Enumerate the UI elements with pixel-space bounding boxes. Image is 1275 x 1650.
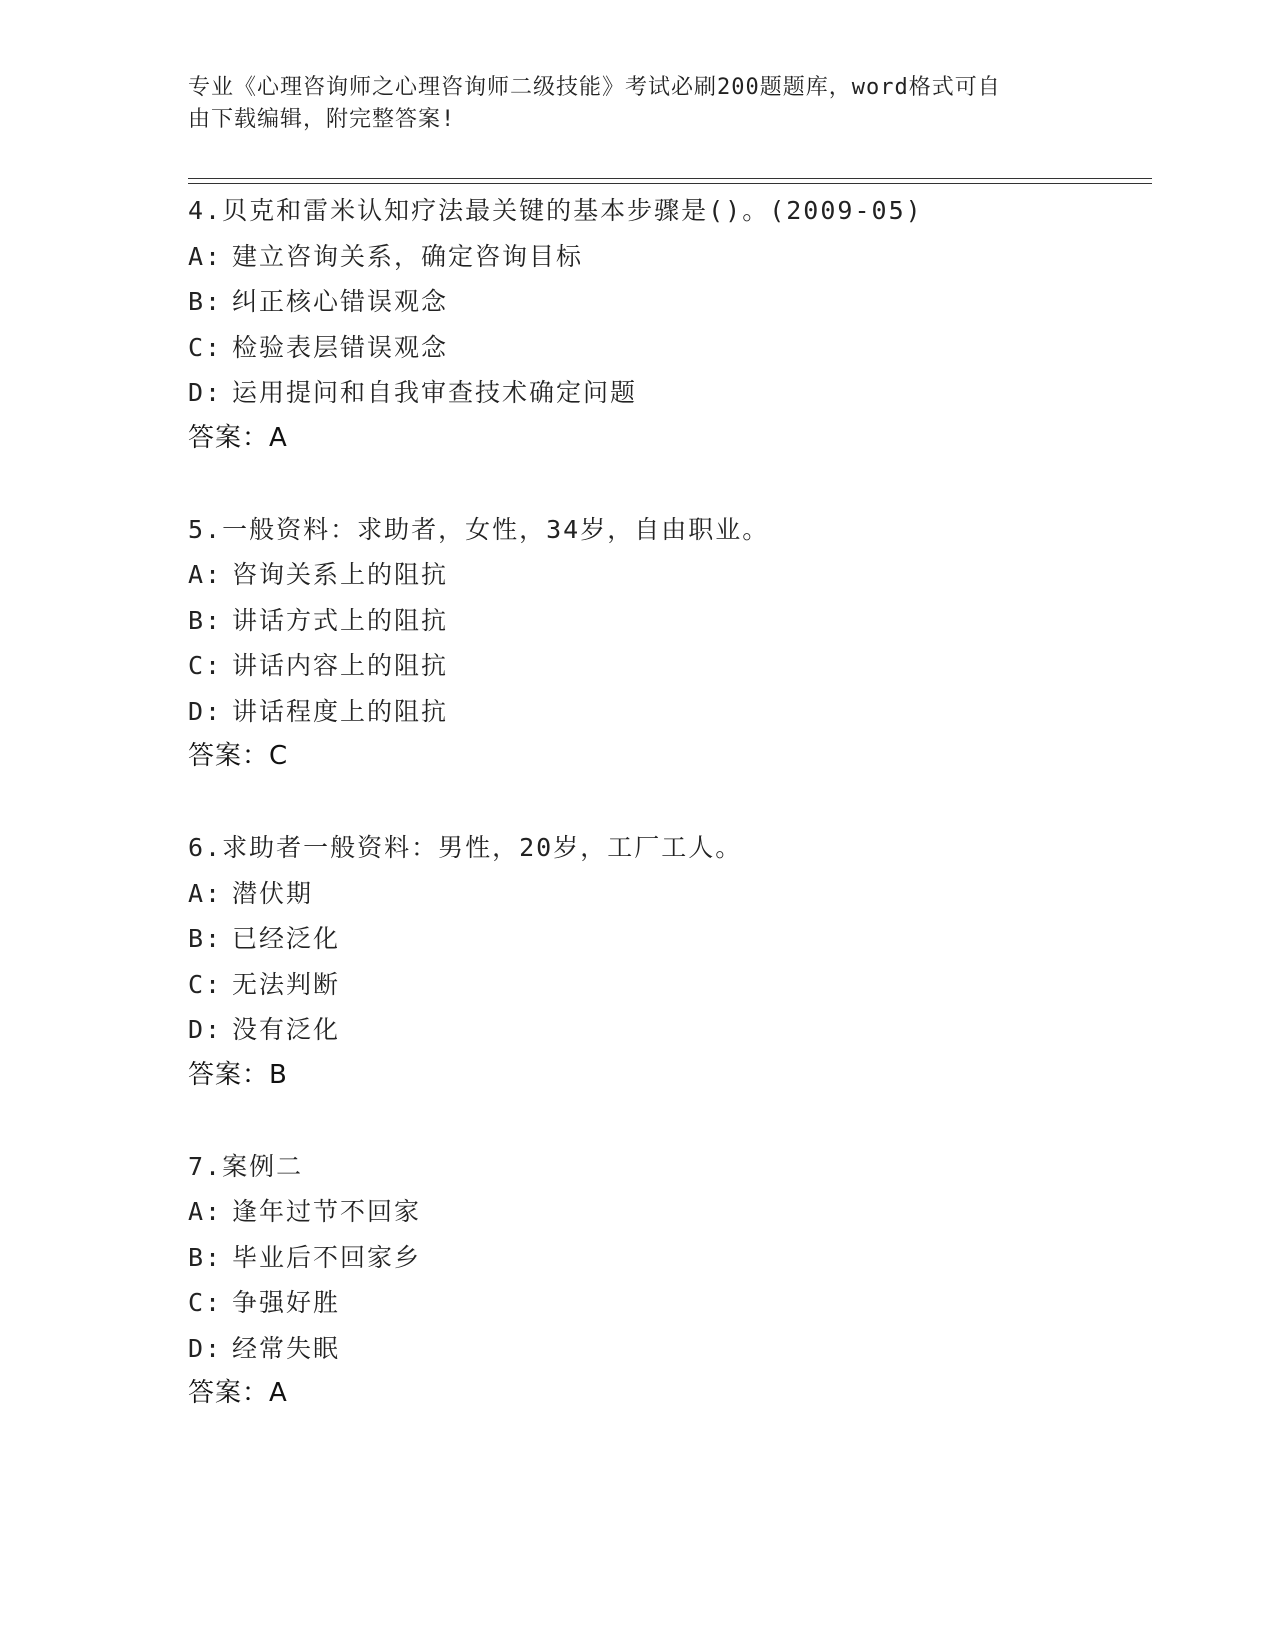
document-header <box>188 72 1068 136</box>
question-list <box>188 188 1148 1417</box>
option-text: 讲话程度上的阻抗 <box>232 696 449 726</box>
option-a <box>188 234 1148 280</box>
answer-line: 答案：A <box>188 1378 288 1408</box>
option-text: 建立咨询关系，确定咨询目标 <box>232 241 584 271</box>
option-letter: B: <box>188 924 223 953</box>
option-text: 讲话内容上的阻抗 <box>232 651 449 680</box>
option-text: 运用提问和自我审查技术确定问题 <box>232 378 638 407</box>
option-text: 潜伏期 <box>232 878 314 908</box>
answer-line: 答案：B <box>188 1059 288 1090</box>
header-divider-bottom <box>188 183 1152 184</box>
option-letter: A: <box>188 241 223 271</box>
option-text: 经常失眠 <box>232 1333 341 1363</box>
option-letter: C: <box>188 1288 223 1317</box>
option-b <box>188 1235 1148 1281</box>
answer-line: 答案：A <box>188 422 288 453</box>
option-letter: D: <box>188 696 223 726</box>
option-text: 纠正核心错误观念 <box>232 287 449 316</box>
option-c <box>188 325 1148 371</box>
spacer <box>188 1098 1148 1144</box>
option-letter: B: <box>188 287 223 316</box>
question-item <box>188 1144 1148 1417</box>
option-letter: C: <box>188 651 223 680</box>
option-letter: A: <box>188 1197 223 1226</box>
option-text: 已经泛化 <box>232 924 341 953</box>
option-letter: A: <box>188 560 223 589</box>
option-a <box>188 871 1148 917</box>
option-text: 讲话方式上的阻抗 <box>232 605 449 635</box>
option-d <box>188 689 1148 735</box>
option-letter: D: <box>188 1333 223 1363</box>
spacer <box>188 780 1148 826</box>
option-letter: C: <box>188 969 223 999</box>
option-c <box>188 643 1148 689</box>
option-text: 检验表层错误观念 <box>232 332 449 362</box>
header-divider-top <box>188 178 1152 179</box>
header-line-2: 由下载编辑，附完整答案! <box>188 107 456 132</box>
option-a <box>188 1189 1148 1235</box>
option-letter: C: <box>188 332 223 362</box>
option-text: 无法判断 <box>232 969 341 999</box>
option-d <box>188 370 1148 416</box>
question-item <box>188 507 1148 826</box>
option-text: 没有泛化 <box>232 1015 341 1044</box>
option-d <box>188 1326 1148 1372</box>
option-text: 争强好胜 <box>232 1288 341 1317</box>
option-letter: B: <box>188 1242 223 1272</box>
question-title: 7.案例二 <box>188 1151 304 1181</box>
option-b <box>188 916 1148 962</box>
option-a <box>188 552 1148 598</box>
option-text: 毕业后不回家乡 <box>232 1242 422 1272</box>
option-c <box>188 962 1148 1008</box>
question-title: 6.求助者一般资料：男性，20岁，工厂工人。 <box>188 833 743 862</box>
option-letter: B: <box>188 605 223 635</box>
question-item <box>188 188 1148 507</box>
option-letter: A: <box>188 878 223 908</box>
option-c <box>188 1280 1148 1326</box>
question-item <box>188 825 1148 1144</box>
option-b <box>188 598 1148 644</box>
header-line-1: 专业《心理咨询师之心理咨询师二级技能》考试必刷200题题库，word格式可自 <box>188 75 1001 100</box>
option-d <box>188 1007 1148 1053</box>
option-text: 咨询关系上的阻抗 <box>232 560 449 589</box>
spacer <box>188 461 1148 507</box>
answer-line: 答案：C <box>188 741 289 771</box>
option-letter: D: <box>188 378 223 407</box>
question-title: 5.一般资料：求助者，女性，34岁，自由职业。 <box>188 514 770 544</box>
option-letter: D: <box>188 1015 223 1044</box>
question-title: 4.贝克和雷米认知疗法最关键的基本步骤是()。(2009-05) <box>188 196 923 225</box>
option-text: 逢年过节不回家 <box>232 1197 422 1226</box>
option-b <box>188 279 1148 325</box>
